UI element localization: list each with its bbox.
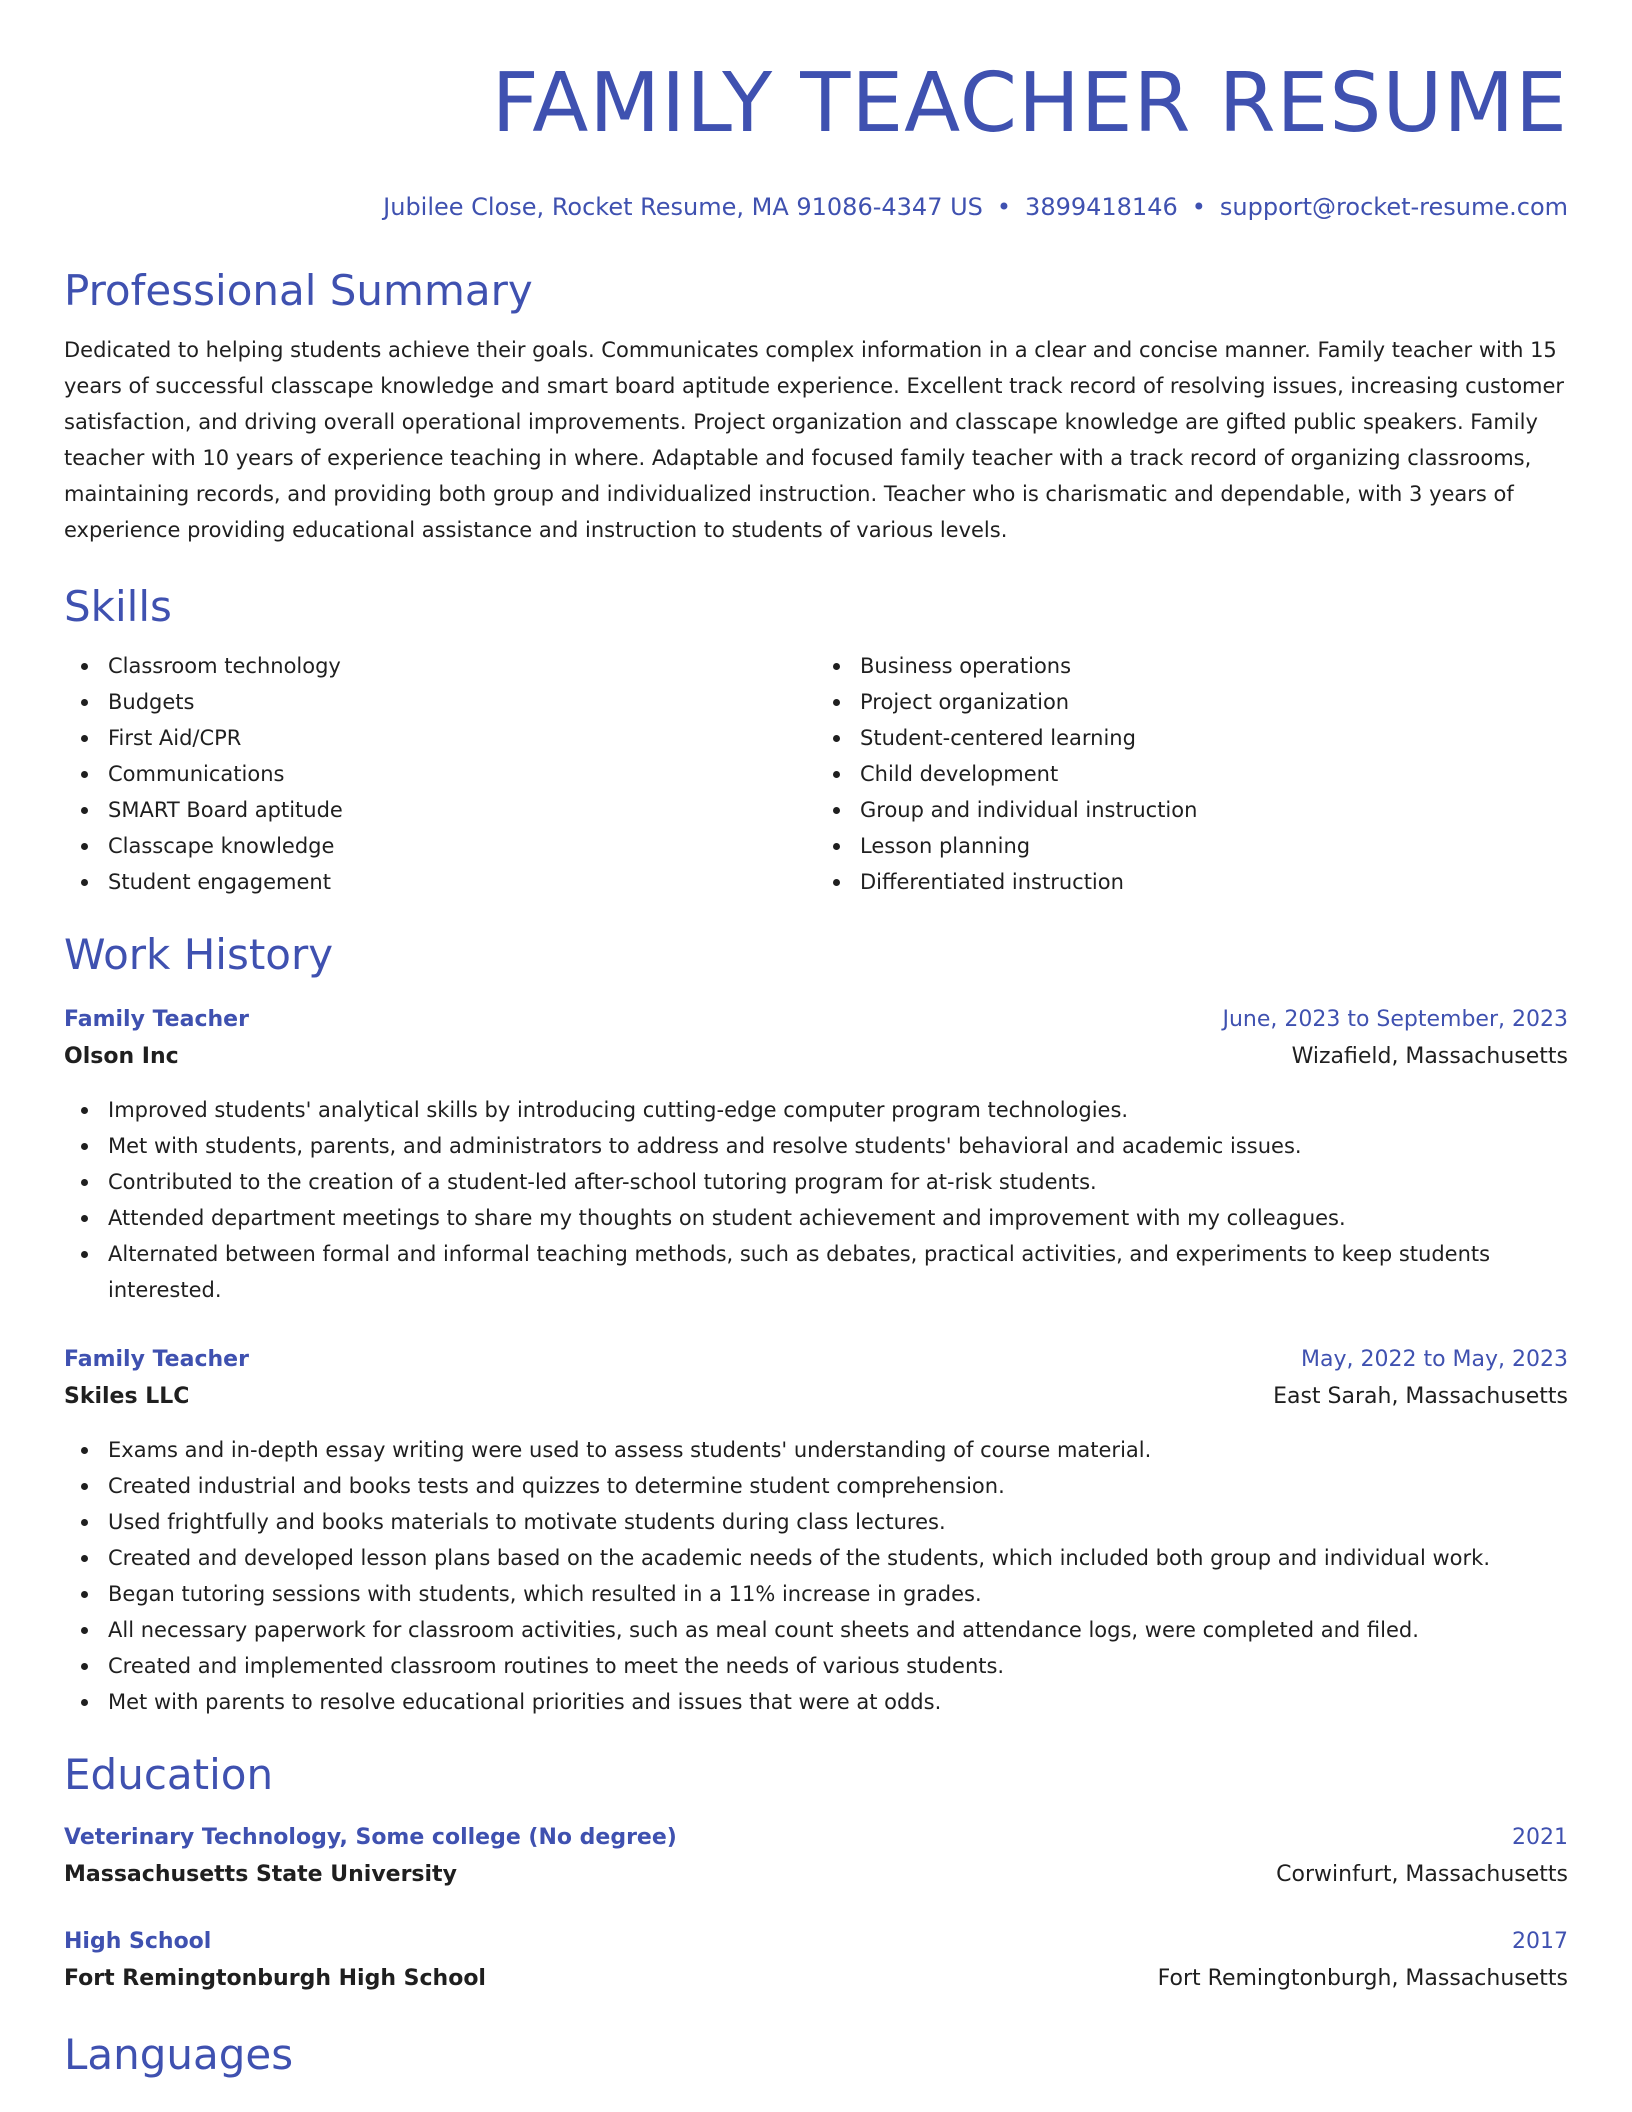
skill-item: Student-centered learning xyxy=(816,720,1568,756)
job-bullet: Attended department meetings to share my thoughts on student achievement and improvement with my colleagues. xyxy=(64,1200,1568,1236)
skills-heading: Skills xyxy=(64,582,172,631)
education-year: 2017 xyxy=(1512,1929,1568,1954)
job-entry xyxy=(64,1002,1568,1308)
contact-email[interactable]: support@rocket-resume.com xyxy=(1219,193,1568,221)
job-bullet: Created and developed lesson plans based on the academic needs of the students, which included both group and individual work. xyxy=(64,1540,1568,1576)
skill-item: Group and individual instruction xyxy=(816,792,1568,828)
contact-address: Jubilee Close, Rocket Resume, MA 91086-4347 US xyxy=(383,193,983,221)
job-bullet: Created and implemented classroom routines to meet the needs of various students. xyxy=(64,1648,1568,1684)
skill-item: Communications xyxy=(64,756,816,792)
skill-item: Budgets xyxy=(64,684,816,720)
education-school-row xyxy=(64,1960,1568,1998)
contact-phone[interactable]: 3899418146 xyxy=(1025,193,1178,221)
job-location: Wizafield, Massachusetts xyxy=(1291,1044,1568,1069)
education-entry xyxy=(64,1820,1568,1894)
job-dates: June, 2023 to September, 2023 xyxy=(1222,1007,1568,1032)
job-bullet: Met with students, parents, and administrators to address and resolve students' behavioral and academic issues. xyxy=(64,1128,1568,1164)
skill-item: Project organization xyxy=(816,684,1568,720)
skills-column-left xyxy=(64,648,816,900)
education-entry xyxy=(64,1924,1568,1998)
job-company: Skiles LLC xyxy=(64,1384,190,1409)
job-company-row xyxy=(64,1378,1568,1416)
contact-separator: • xyxy=(996,193,1012,221)
summary-text: Dedicated to helping students achieve their goals. Communicates complex information in a clear and concise manner. Family teacher with 15 years of successful classcape knowledge and smart board aptitude experience. Excellent track record of resolving issues, increasing customer satisfaction, and driving overall operational improvements. Project organization and classcape knowledge are gifted public speakers. Family teacher with 10 years of experience teaching in where. Adaptable and focused family teacher with a track record of organizing classrooms, maintaining records, and providing both group and individualized instruction. Teacher who is charismatic and dependable, with 3 years of experience providing educational assistance and instruction to students of various levels. xyxy=(64,338,1565,542)
job-title-row xyxy=(64,1002,1568,1038)
skill-item: Differentiated instruction xyxy=(816,864,1568,900)
education-degree: High School xyxy=(64,1929,212,1954)
resume-name: FAMILY TEACHER RESUME xyxy=(491,56,1568,151)
job-bullets xyxy=(64,1432,1568,1720)
job-role: Family Teacher xyxy=(64,1347,249,1372)
education-year: 2021 xyxy=(1512,1825,1568,1850)
education-school: Massachusetts State University xyxy=(64,1862,457,1887)
summary-heading: Professional Summary xyxy=(64,266,533,315)
education-heading: Education xyxy=(64,1750,274,1799)
job-title-row xyxy=(64,1342,1568,1378)
skill-item: First Aid/CPR xyxy=(64,720,816,756)
job-bullet: Met with parents to resolve educational priorities and issues that were at odds. xyxy=(64,1684,1568,1720)
skills-column-right xyxy=(816,648,1568,900)
job-bullet: Alternated between formal and informal teaching methods, such as debates, practical activities, and experiments to keep students interested. xyxy=(64,1236,1568,1308)
skills-list xyxy=(64,648,1568,900)
skill-item: Child development xyxy=(816,756,1568,792)
education-school-row xyxy=(64,1856,1568,1894)
job-bullet: Contributed to the creation of a student-led after-school tutoring program for at-risk students. xyxy=(64,1164,1568,1200)
languages-heading: Languages xyxy=(64,2030,294,2079)
job-bullets xyxy=(64,1092,1568,1308)
education-location: Fort Remingtonburgh, Massachusetts xyxy=(1157,1966,1568,1991)
job-bullet: Created industrial and books tests and quizzes to determine student comprehension. xyxy=(64,1468,1568,1504)
job-bullet: Improved students' analytical skills by introducing cutting-edge computer program technologies. xyxy=(64,1092,1568,1128)
contact-separator: • xyxy=(1191,193,1206,221)
contact-line xyxy=(64,192,1568,222)
skill-item: SMART Board aptitude xyxy=(64,792,816,828)
job-dates: May, 2022 to May, 2023 xyxy=(1301,1347,1568,1372)
skill-item: Classroom technology xyxy=(64,648,816,684)
job-role: Family Teacher xyxy=(64,1007,249,1032)
job-entry xyxy=(64,1342,1568,1720)
job-location: East Sarah, Massachusetts xyxy=(1273,1384,1568,1409)
job-company-row xyxy=(64,1038,1568,1076)
work-history-heading: Work History xyxy=(64,930,334,979)
skill-item: Lesson planning xyxy=(816,828,1568,864)
education-location: Corwinfurt, Massachusetts xyxy=(1276,1862,1568,1887)
skill-item: Student engagement xyxy=(64,864,816,900)
education-degree-row xyxy=(64,1820,1568,1856)
education-degree-row xyxy=(64,1924,1568,1960)
job-company: Olson Inc xyxy=(64,1044,179,1069)
job-bullet: Began tutoring sessions with students, which resulted in a 11% increase in grades. xyxy=(64,1576,1568,1612)
skill-item: Business operations xyxy=(816,648,1568,684)
job-bullet: Exams and in-depth essay writing were used to assess students' understanding of course material. xyxy=(64,1432,1568,1468)
job-bullet: All necessary paperwork for classroom activities, such as meal count sheets and attendance logs, were completed and filed. xyxy=(64,1612,1568,1648)
resume-header xyxy=(64,0,1568,222)
education-school: Fort Remingtonburgh High School xyxy=(64,1966,486,1991)
skill-item: Classcape knowledge xyxy=(64,828,816,864)
job-bullet: Used frightfully and books materials to motivate students during class lectures. xyxy=(64,1504,1568,1540)
education-degree: Veterinary Technology, Some college (No degree) xyxy=(64,1825,677,1850)
